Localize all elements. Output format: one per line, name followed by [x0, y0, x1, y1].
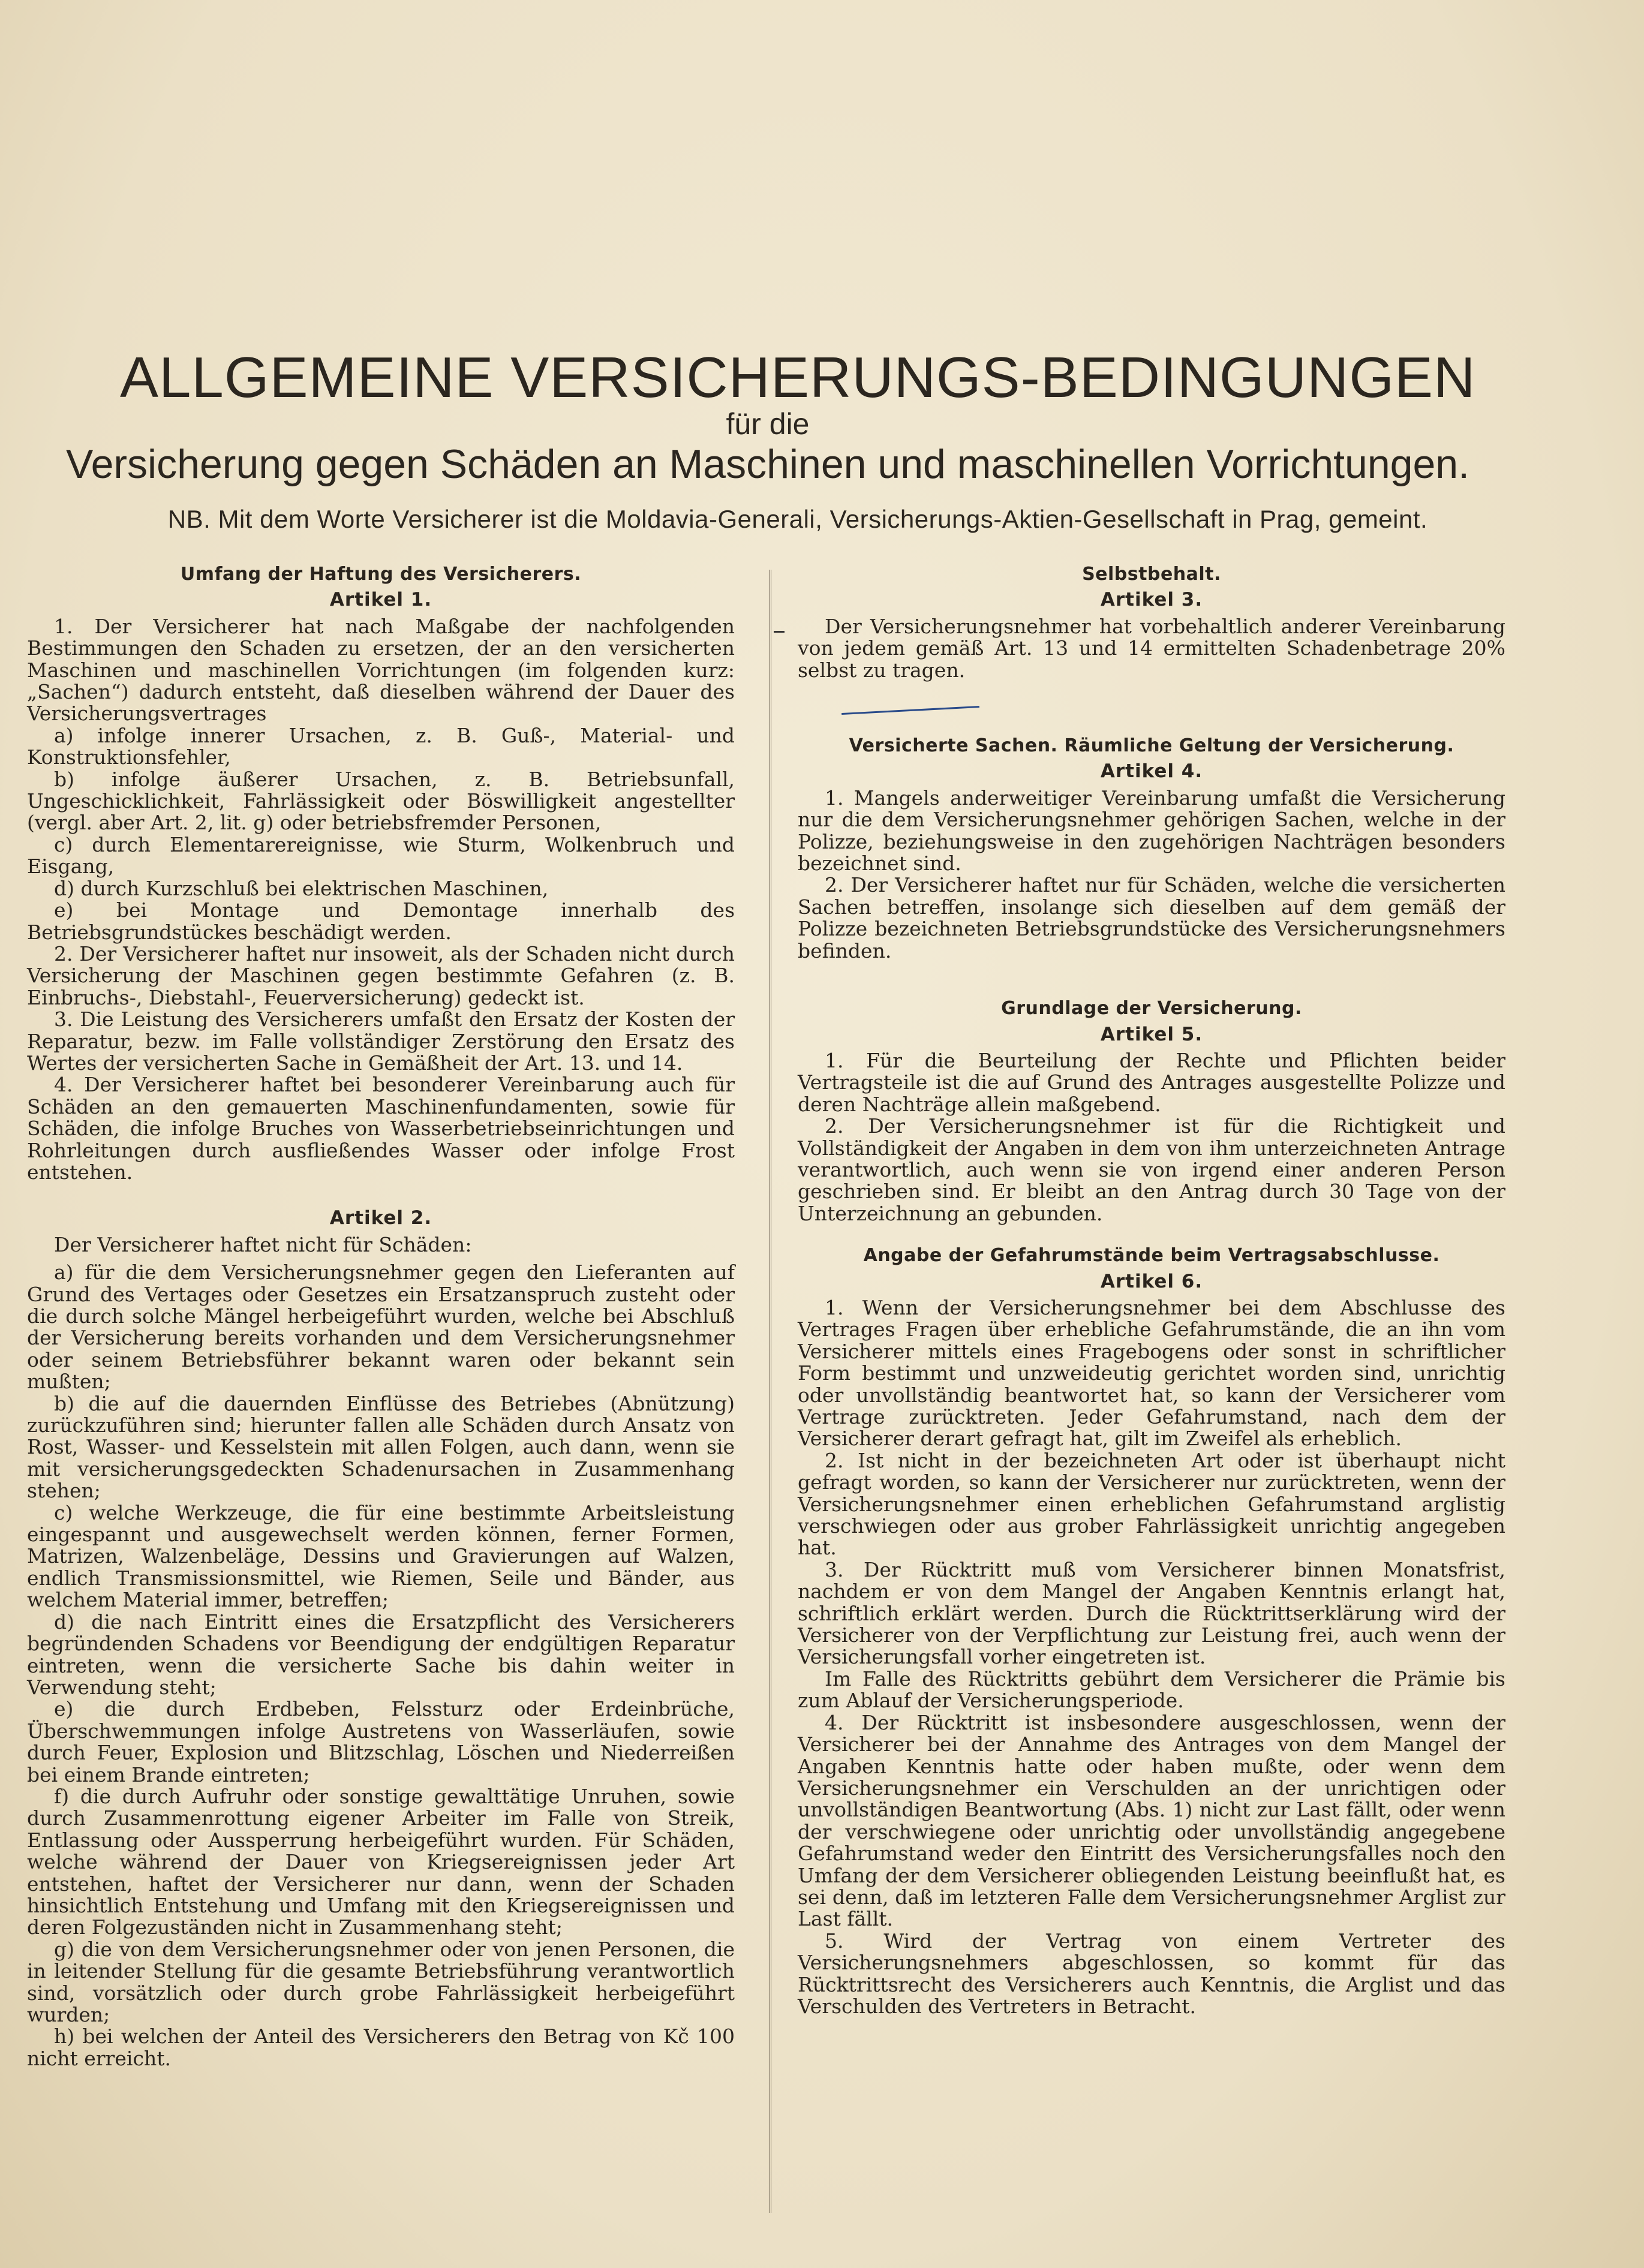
article-heading: Artikel 6. [1100, 1270, 1203, 1292]
paragraph: Im Falle des Rücktritts gebührt dem Versicherer die Prämie bis zum Ablauf der Versicherungsperiode. [798, 1667, 1505, 1713]
paragraph: 3. Der Rücktritt muß vom Versicherer binnen Monatsfrist, nachdem er von dem Mangel der Angaben Kenntnis erlangt hat, schriftlich erklärt werden. Durch die Rücktrittserklärung wird der Versicherer von der Verpflichtung zur Leistung frei, auch wenn der Versicherungsfall vorher eingetreten ist. [798, 1557, 1505, 1669]
section-heading: Selbstbehalt. [1082, 564, 1221, 585]
paragraph: h) bei welchen der Anteil des Versicherers den Betrag von Kč 100 nicht erreicht. [27, 2025, 735, 2070]
paragraph: f) die durch Aufruhr oder sonstige gewalttätige Unruhen, sowie durch Zusammenrottung eigener Arbeiter im Falle von Streik, Entlassung oder Aussperrung herbeigeführt wurden. Für Schäden, welche während der Dauer von Kriegsereignissen jeder Art entstehen, haftet der Versicherer nur dann, wenn der Schaden hinsichtlich Entstehung und Umfang mit den Kriegsereignissen und deren Folgezuständen nicht in Zusammenhang steht; [27, 1784, 735, 1939]
paragraph: a) infolge innerer Ursachen, z. B. Guß-, Material- und Konstruktionsfehler, [27, 723, 735, 769]
paragraph: c) durch Elementarereignisse, wie Sturm, Wolkenbruch und Eisgang, [27, 832, 735, 879]
paragraph: 2. Der Versicherungsnehmer ist für die Richtigkeit und Vollständigkeit der Angaben in dem von ihm unterzeichneten Antrage verantwortlich, auch wenn sie von irgend einer anderen Person geschrieben sind. Er bleibt an den Antrag durch 30 Tage von der Unterzeichnung an gebunden. [798, 1114, 1505, 1225]
paragraph: 2. Der Versicherer haftet nur insoweit, als der Schaden nicht durch Versicherung der Maschinen gegen bestimmte Gefahren (z. B. Einbruchs-, Diebstahl-, Feuerversicherung) gedeckt ist. [27, 942, 735, 1009]
paragraph: d) die nach Eintritt eines die Ersatzpflicht des Versicherers begründenden Schadens vor Beendigung der endgültigen Reparatur eintreten, wenn die versicherte Sache bis dahin weiter in Verwendung steht; [27, 1610, 735, 1699]
nota-bene-line: NB. Mit dem Worte Versicherer ist die Moldavia-Generali, Versicherungs-Aktien-Gesellschaft in Prag, gemeint. [167, 505, 1428, 533]
paragraph: 4. Der Versicherer haftet bei besonderer Vereinbarung auch für Schäden an den gemauerten Maschinenfundamenten, sowie für Schäden, die infolge Bruches von Wasserbetriebseinrichtungen und Rohrleitungen durch ausfließendes Wasser oder infolge Frost entstehen. [27, 1073, 735, 1184]
article-heading: Artikel 5. [1100, 1023, 1203, 1045]
column-divider [770, 570, 771, 2213]
document-subtitle: Versicherung gegen Schäden an Maschinen und maschinellen Vorrichtungen. [65, 441, 1470, 487]
section-heading: Angabe der Gefahrumstände beim Vertragsabschlusse. [863, 1245, 1440, 1267]
section-heading: Versicherte Sachen. Räumliche Geltung der Versicherung. [849, 735, 1454, 757]
paragraph: g) die von dem Versicherungsnehmer oder von jenen Personen, die in leitender Stellung für die gesamte Betriebsführung verantwortlich sind, vorsätzlich oder durch grobe Fahrlässigkeit herbeigeführt wurden; [27, 1937, 735, 2026]
paragraph: e) bei Montage und Demontage innerhalb des Betriebsgrundstückes beschädigt werden. [27, 898, 735, 944]
paragraph: 1. Für die Beurteilung der Rechte und Pflichten beider Vertragsteile ist die auf Grund des Antrages ausgestellte Polizze und deren Nachträge allein maßgebend. [798, 1048, 1505, 1116]
margin-tick-mark [774, 631, 785, 633]
paragraph: b) die auf die dauernden Einflüsse des Betriebes (Abnützung) zurückzuführen sind; hierunter fallen alle Schäden durch Ansatz von Rost, Wasser- und Kesselstein mit allen Folgen, auch dann, wenn sie mit versicherungsgedeckten Schadenursachen in Zusammenhang stehen; [27, 1391, 735, 1503]
right-column [798, 564, 1505, 2017]
paragraph: 3. Die Leistung des Versicherers umfaßt den Ersatz der Kosten der Reparatur, bezw. im Falle vollständiger Zerstörung den Ersatz des Wertes der versicherten Sache in Gemäßheit der Art. 13. und 14. [27, 1007, 735, 1075]
article-heading: Artikel 3. [1100, 589, 1203, 611]
article-heading: Artikel 4. [1100, 760, 1203, 783]
paragraph: 2. Der Versicherer haftet nur für Schäden, welche die versicherten Sachen betreffen, insolange sich dieselben auf dem gemäß der Polizze bezeichneten Betriebsgrundstücke des Versicherungsnehmers befinden. [798, 873, 1505, 962]
paragraph: Der Versicherungsnehmer hat vorbehaltlich anderer Vereinbarung von jedem gemäß Art. 13 und 14 ermittelten Schadenbetrage 20% selbst zu tragen. [798, 614, 1505, 682]
paragraph: 1. Der Versicherer hat nach Maßgabe der nachfolgenden Bestimmungen den Schaden zu ersetzen, der an den versicherten Maschinen und maschinellen Vorrichtungen (im folgenden kurz: „Sachen“) dadurch entsteht, daß dieselben während der Dauer des Versicherungsvertrages [27, 614, 735, 726]
paragraph: e) die durch Erdbeben, Felssturz oder Erdeinbrüche, Überschwemmungen infolge Austretens von Wasserläufen, sowie durch Feuer, Explosion und Blitzschlag, Löschen und Niederreißen bei einem Brande eintreten; [27, 1697, 735, 1786]
section-heading: Grundlage der Versicherung. [1001, 998, 1302, 1019]
title-connector: für die [726, 407, 810, 441]
paragraph: b) infolge äußerer Ursachen, z. B. Betriebsunfall, Ungeschicklichkeit, Fahrlässigkeit oder Böswilligkeit angestellter (vergl. aber Art. 2, lit. g) oder betriebsfremder Personen, [27, 767, 735, 835]
document-title: ALLGEMEINE VERSICHERUNGS-BEDINGUNGEN [120, 345, 1476, 410]
paragraph: 2. Ist nicht in der bezeichneten Art oder ist überhaupt nicht gefragt worden, so kann der Versicherer nur zurücktreten, wenn der Versicherungsnehmer einen erheblichen Gefahrumstand arglistig verschwiegen oder aus grober Fahrlässigkeit unrichtig angegeben hat. [798, 1448, 1505, 1560]
article-heading: Artikel 2. [329, 1207, 432, 1229]
paragraph: c) welche Werkzeuge, die für eine bestimmte Arbeitsleistung eingespannt und ausgewechselt werden können, ferner Formen, Matrizen, Walzenbeläge, Dessins und Gravierungen auf Walzen, endlich Transmissionsmittel, wie Riemen, Seile und Bänder, aus welchem Material immer, betreffen; [27, 1500, 735, 1612]
paragraph: 1. Mangels anderweitiger Vereinbarung umfaßt die Versicherung nur die dem Versicherungsnehmer gehörigen Sachen, welche in der Polizze, beziehungsweise in den zugehörigen Nachträgen besonders bezeichnet sind. [798, 786, 1505, 876]
article-heading: Artikel 1. [329, 589, 432, 611]
paragraph: 4. Der Rücktritt ist insbesondere ausgeschlossen, wenn der Versicherer bei der Annahme des Antrages von dem Mangel der Angaben Kenntnis hatte oder haben mußte, oder wenn dem Versicherungsnehmer ein Verschulden an der unrichtigen oder unvollständigen Beantwortung (Abs. 1) nicht zur Last fällt, oder wenn der verschwiegene oder unrichtig oder unvollständig angegebene Gefahrumstand weder den Eintritt des Versicherungsfalles noch den Umfang der dem Versicherer obliegenden Leistung beeinflußt hat, es sei denn, daß im letzteren Falle dem Versicherungsnehmer Arglist zur Last fällt. [798, 1710, 1505, 1931]
paragraph: 1. Wenn der Versicherungsnehmer bei dem Abschlusse des Vertrages Fragen über erhebliche Gefahrumstände, die an ihn vom Versicherer mittels eines Fragebogens oder sonst in schriftlicher Form bestimmt und unzweideutig gerichtet worden sind, unrichtig oder unvollständig beantwortet hat, so kann der Versicherer vom Vertrage zurücktreten. Jeder Gefahrumstand, nach dem der Versicherer derart gefragt hat, gilt im Zweifel als erheblich. [798, 1295, 1505, 1451]
paragraph: Der Versicherer haftet nicht für Schäden: [54, 1232, 472, 1256]
paragraph: d) durch Kurzschluß bei elektrischen Maschinen, [54, 876, 549, 900]
paragraph: a) für die dem Versicherungsnehmer gegen den Lieferanten auf Grund des Vertages oder Gesetzes ein Ersatzanspruch zusteht oder die durch solche Mängel herbeigeführt wurden, welche bei Abschluß der Versicherung bereits vorhanden und dem Versicherungsnehmer oder seinem Betriebsführer bekannt waren oder bekannt sein mußten; [27, 1261, 735, 1394]
left-column [27, 564, 735, 2070]
section-heading: Umfang der Haftung des Versicherers. [180, 564, 582, 585]
paragraph: 5. Wird der Vertrag von einem Vertreter des Versicherungsnehmers abgeschlossen, so kommt für das Rücktrittsrecht des Versicherers auch Kenntnis, die Arglist und das Verschulden des Vertreters in Betracht. [798, 1929, 1505, 2018]
